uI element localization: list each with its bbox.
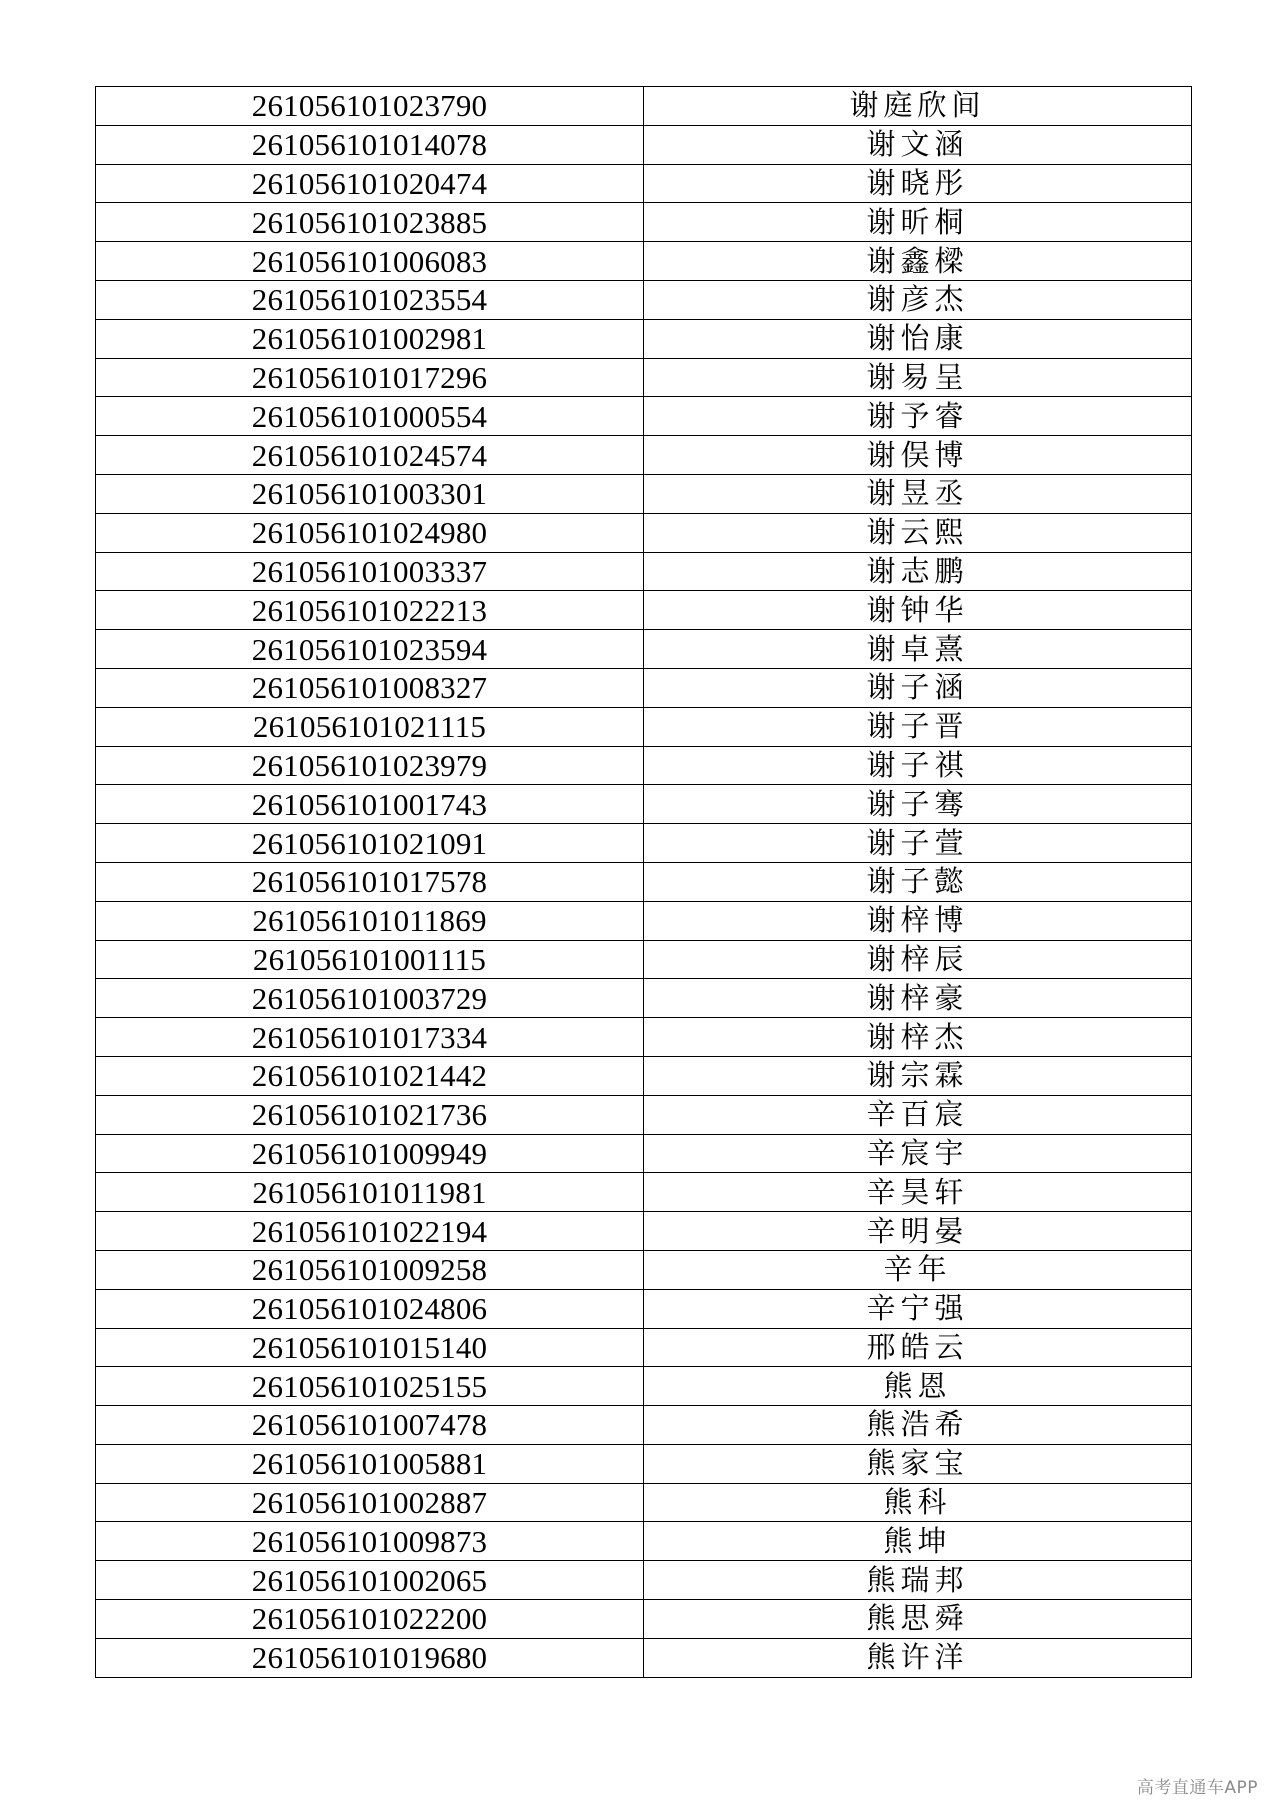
exam-number-cell: 261056101017334 <box>96 1018 644 1057</box>
table-row <box>96 1406 1192 1445</box>
candidate-table-body <box>96 87 1192 1678</box>
student-name-cell: 邢皓云 <box>644 1328 1192 1367</box>
exam-number-cell: 261056101021442 <box>96 1056 644 1095</box>
student-name-cell: 谢子萱 <box>644 824 1192 863</box>
exam-number-cell: 261056101022194 <box>96 1212 644 1251</box>
student-name-cell: 谢卓熹 <box>644 630 1192 669</box>
exam-number-cell: 261056101023979 <box>96 746 644 785</box>
table-row <box>96 668 1192 707</box>
watermark: 高考直通车APP <box>1136 1778 1258 1798</box>
table-row <box>96 746 1192 785</box>
student-name-cell: 谢子懿 <box>644 862 1192 901</box>
student-name-cell: 辛昊轩 <box>644 1173 1192 1212</box>
table-row <box>96 474 1192 513</box>
exam-number-cell: 261056101009258 <box>96 1250 644 1289</box>
student-name-cell: 谢子涵 <box>644 668 1192 707</box>
table-row <box>96 940 1192 979</box>
student-name-cell: 熊瑞邦 <box>644 1561 1192 1600</box>
table-row <box>96 1250 1192 1289</box>
exam-number-cell: 261056101022213 <box>96 591 644 630</box>
student-name-cell: 谢子晋 <box>644 707 1192 746</box>
student-name-cell: 辛年 <box>644 1250 1192 1289</box>
student-name-cell: 辛明晏 <box>644 1212 1192 1251</box>
student-name-cell: 谢鑫樑 <box>644 242 1192 281</box>
student-name-cell: 谢庭欣间 <box>644 87 1192 126</box>
exam-number-cell: 261056101006083 <box>96 242 644 281</box>
student-name-cell: 谢梓豪 <box>644 979 1192 1018</box>
table-row <box>96 862 1192 901</box>
table-row <box>96 280 1192 319</box>
table-row <box>96 707 1192 746</box>
exam-number-cell: 261056101002981 <box>96 319 644 358</box>
student-name-cell: 谢子祺 <box>644 746 1192 785</box>
table-row <box>96 397 1192 436</box>
student-name-cell: 谢钟华 <box>644 591 1192 630</box>
exam-number-cell: 261056101003729 <box>96 979 644 1018</box>
student-name-cell: 谢怡康 <box>644 319 1192 358</box>
exam-number-cell: 261056101023554 <box>96 280 644 319</box>
table-row <box>96 1367 1192 1406</box>
exam-number-cell: 261056101020474 <box>96 164 644 203</box>
table-row <box>96 203 1192 242</box>
table-row <box>96 1173 1192 1212</box>
exam-number-cell: 261056101019680 <box>96 1638 644 1677</box>
table-row <box>96 1056 1192 1095</box>
exam-number-cell: 261056101011869 <box>96 901 644 940</box>
student-name-cell: 熊坤 <box>644 1522 1192 1561</box>
exam-number-cell: 261056101017296 <box>96 358 644 397</box>
student-name-cell: 辛宸宇 <box>644 1134 1192 1173</box>
exam-number-cell: 261056101024574 <box>96 436 644 475</box>
exam-number-cell: 261056101002065 <box>96 1561 644 1600</box>
table-row <box>96 630 1192 669</box>
table-row <box>96 979 1192 1018</box>
table-row <box>96 824 1192 863</box>
table-row <box>96 358 1192 397</box>
table-row <box>96 552 1192 591</box>
student-name-cell: 熊许洋 <box>644 1638 1192 1677</box>
student-name-cell: 谢梓博 <box>644 901 1192 940</box>
student-name-cell: 谢俣博 <box>644 436 1192 475</box>
exam-number-cell: 261056101024806 <box>96 1289 644 1328</box>
exam-number-cell: 261056101008327 <box>96 668 644 707</box>
table-row <box>96 1483 1192 1522</box>
student-name-cell: 辛宁强 <box>644 1289 1192 1328</box>
student-name-cell: 熊家宝 <box>644 1444 1192 1483</box>
table-row <box>96 125 1192 164</box>
table-row <box>96 513 1192 552</box>
table-row <box>96 1561 1192 1600</box>
exam-number-cell: 261056101015140 <box>96 1328 644 1367</box>
student-name-cell: 熊浩希 <box>644 1406 1192 1445</box>
exam-number-cell: 261056101011981 <box>96 1173 644 1212</box>
student-name-cell: 谢文涵 <box>644 125 1192 164</box>
student-name-cell: 谢予睿 <box>644 397 1192 436</box>
exam-number-cell: 261056101021736 <box>96 1095 644 1134</box>
student-name-cell: 谢昕桐 <box>644 203 1192 242</box>
table-row <box>96 1444 1192 1483</box>
table-row <box>96 1289 1192 1328</box>
exam-number-cell: 261056101009873 <box>96 1522 644 1561</box>
table-row <box>96 1212 1192 1251</box>
table-row <box>96 1600 1192 1639</box>
table-row <box>96 164 1192 203</box>
table-row <box>96 242 1192 281</box>
exam-number-cell: 261056101001743 <box>96 785 644 824</box>
student-name-cell: 谢志鹏 <box>644 552 1192 591</box>
exam-number-cell: 261056101025155 <box>96 1367 644 1406</box>
student-name-cell: 熊思舜 <box>644 1600 1192 1639</box>
student-name-cell: 谢云熙 <box>644 513 1192 552</box>
table-row <box>96 785 1192 824</box>
student-name-cell: 谢梓辰 <box>644 940 1192 979</box>
student-name-cell: 谢彦杰 <box>644 280 1192 319</box>
exam-number-cell: 261056101003337 <box>96 552 644 591</box>
table-row <box>96 436 1192 475</box>
table-row <box>96 1134 1192 1173</box>
table-row <box>96 1328 1192 1367</box>
table-row <box>96 591 1192 630</box>
exam-number-cell: 261056101007478 <box>96 1406 644 1445</box>
student-name-cell: 熊恩 <box>644 1367 1192 1406</box>
exam-number-cell: 261056101014078 <box>96 125 644 164</box>
student-name-cell: 谢宗霖 <box>644 1056 1192 1095</box>
exam-number-cell: 261056101009949 <box>96 1134 644 1173</box>
student-name-cell: 谢梓杰 <box>644 1018 1192 1057</box>
exam-number-cell: 261056101023885 <box>96 203 644 242</box>
table-row <box>96 1095 1192 1134</box>
exam-number-cell: 261056101021091 <box>96 824 644 863</box>
student-name-cell: 谢易呈 <box>644 358 1192 397</box>
exam-number-cell: 261056101021115 <box>96 707 644 746</box>
table-row <box>96 901 1192 940</box>
exam-number-cell: 261056101001115 <box>96 940 644 979</box>
student-name-cell: 谢子骞 <box>644 785 1192 824</box>
exam-number-cell: 261056101000554 <box>96 397 644 436</box>
student-name-cell: 辛百宸 <box>644 1095 1192 1134</box>
exam-number-cell: 261056101024980 <box>96 513 644 552</box>
student-name-cell: 熊科 <box>644 1483 1192 1522</box>
exam-number-cell: 261056101023594 <box>96 630 644 669</box>
table-row <box>96 1522 1192 1561</box>
table-row <box>96 1018 1192 1057</box>
table-row <box>96 87 1192 126</box>
exam-number-cell: 261056101003301 <box>96 474 644 513</box>
table-row <box>96 1638 1192 1677</box>
student-name-cell: 谢晓彤 <box>644 164 1192 203</box>
exam-number-cell: 261056101022200 <box>96 1600 644 1639</box>
exam-number-cell: 261056101005881 <box>96 1444 644 1483</box>
exam-number-cell: 261056101017578 <box>96 862 644 901</box>
table-row <box>96 319 1192 358</box>
exam-number-cell: 261056101002887 <box>96 1483 644 1522</box>
candidate-table <box>95 86 1192 1678</box>
exam-number-cell: 261056101023790 <box>96 87 644 126</box>
student-name-cell: 谢昱丞 <box>644 474 1192 513</box>
